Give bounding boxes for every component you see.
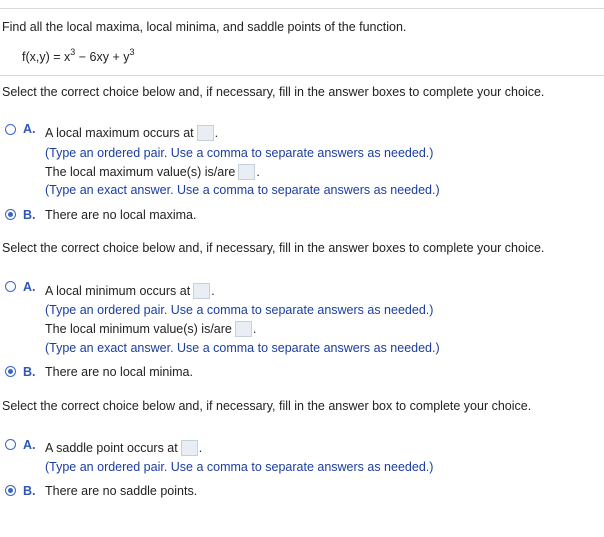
maxima-option-b-text[interactable]: There are no local maxima. xyxy=(45,208,197,222)
saddle-location-input[interactable] xyxy=(181,440,198,456)
minima-option-a-radio[interactable] xyxy=(5,281,16,292)
minima-a-line1 xyxy=(45,283,215,299)
function-expression xyxy=(22,47,135,64)
saddle-a-hint1: (Type an ordered pair. Use a comma to separate answers as needed.) xyxy=(45,460,434,474)
maxima-option-a-radio[interactable] xyxy=(5,124,16,135)
minima-option-b-letter: B. xyxy=(23,365,36,379)
maxima-a-hint2: (Type an exact answer. Use a comma to separate answers as needed.) xyxy=(45,183,440,197)
minima-a-hint1: (Type an ordered pair. Use a comma to separate answers as needed.) xyxy=(45,303,434,317)
minima-value-input[interactable] xyxy=(235,321,252,337)
saddle-option-a-radio[interactable] xyxy=(5,439,16,450)
minima-instruction: Select the correct choice below and, if necessary, fill in the answer boxes to complete your choice. xyxy=(2,241,545,255)
maxima-location-input[interactable] xyxy=(197,125,214,141)
minima-a-line2 xyxy=(45,321,256,337)
problem-prompt: Find all the local maxima, local minima, and saddle points of the function. xyxy=(2,20,407,34)
minima-value-period: . xyxy=(252,322,257,336)
maxima-instruction: Select the correct choice below and, if necessary, fill in the answer boxes to complete your choice. xyxy=(2,85,545,99)
maxima-value-period: . xyxy=(256,165,260,179)
saddle-option-b-radio[interactable] xyxy=(5,485,16,496)
minima-location-input[interactable] xyxy=(193,283,210,299)
func-mid: − 6xy + y xyxy=(75,50,130,64)
maxima-value-label: The local maximum value(s) is/are xyxy=(45,165,236,179)
saddle-option-b-letter: B. xyxy=(23,484,36,498)
saddle-instruction: Select the correct choice below and, if necessary, fill in the answer box to complete your choice. xyxy=(2,399,532,413)
minima-a-label: A local minimum occurs at xyxy=(45,284,191,298)
func-exp1: 3 xyxy=(70,47,76,57)
minima-location-period: . xyxy=(211,284,215,298)
function-divider xyxy=(0,75,604,76)
maxima-option-b-letter: B. xyxy=(23,208,36,222)
minima-a-hint2: (Type an exact answer. Use a comma to separate answers as needed.) xyxy=(45,341,440,355)
maxima-a-label: A local maximum occurs at xyxy=(45,126,194,140)
maxima-option-a-letter: A. xyxy=(23,122,36,136)
maxima-a-hint1: (Type an ordered pair. Use a comma to separate answers as needed.) xyxy=(45,146,434,160)
minima-value-label: The local minimum value(s) is/are xyxy=(45,322,232,336)
maxima-value-input[interactable] xyxy=(238,164,255,180)
saddle-option-b-text[interactable]: There are no saddle points. xyxy=(45,484,198,498)
saddle-location-period: . xyxy=(198,441,203,455)
minima-option-b-radio[interactable] xyxy=(5,366,16,377)
saddle-option-a-letter: A. xyxy=(23,438,36,452)
maxima-option-b-radio[interactable] xyxy=(5,209,16,220)
func-lhs: f(x,y) = x xyxy=(22,50,71,64)
saddle-a-line1 xyxy=(45,440,202,456)
minima-option-a-letter: A. xyxy=(23,280,36,294)
maxima-location-period: . xyxy=(214,126,219,140)
func-exp2: 3 xyxy=(129,47,135,57)
minima-option-b-text[interactable]: There are no local minima. xyxy=(45,365,193,379)
maxima-a-line1 xyxy=(45,125,218,141)
top-divider xyxy=(0,8,604,9)
maxima-a-line2 xyxy=(45,164,260,180)
saddle-a-label: A saddle point occurs at xyxy=(45,441,178,455)
